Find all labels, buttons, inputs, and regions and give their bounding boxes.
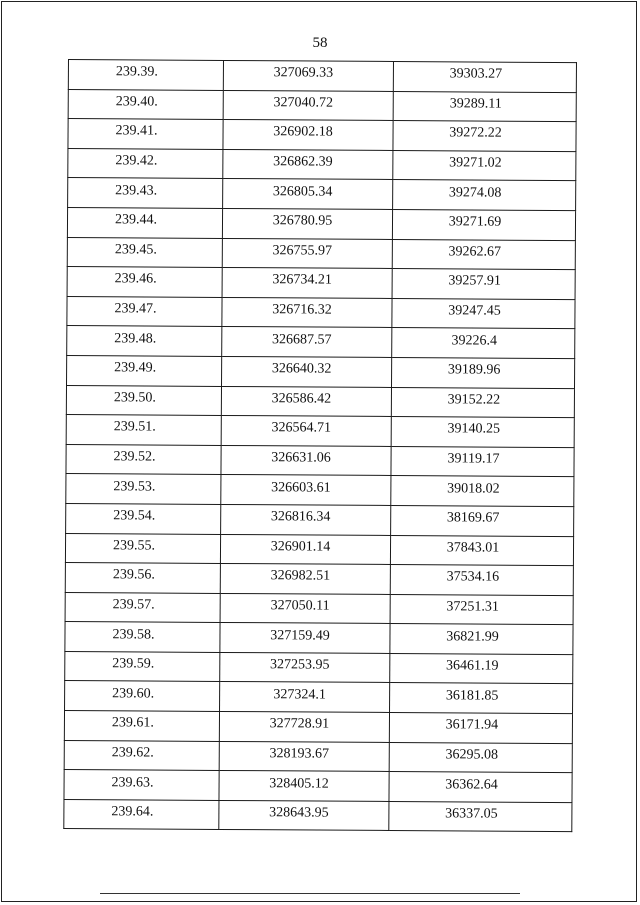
x-coordinate-cell: 326631.06: [221, 445, 391, 476]
point-number-cell: 239.46.: [67, 267, 222, 298]
y-coordinate-cell: 38169.67: [391, 505, 574, 536]
table-row: [68, 178, 576, 211]
x-coordinate-cell: 328643.95: [219, 800, 389, 831]
point-number-cell: 239.47.: [67, 296, 222, 327]
x-coordinate-cell: 327324.1: [220, 682, 390, 713]
y-coordinate-cell: 36295.08: [389, 742, 572, 773]
y-coordinate-cell: 37251.31: [390, 594, 573, 625]
point-number-cell: 239.61.: [64, 711, 219, 742]
page-number: 58: [312, 35, 328, 51]
point-number-cell: 239.52.: [66, 444, 221, 475]
table-row: [67, 296, 575, 329]
coordinates-table: [63, 59, 577, 833]
x-coordinate-cell: 326564.71: [221, 416, 391, 447]
x-coordinate-cell: 326816.34: [221, 504, 391, 535]
table-row: [64, 740, 572, 773]
point-number-cell: 239.63.: [64, 770, 219, 801]
point-number-cell: 239.62.: [64, 740, 219, 771]
table-body: [64, 60, 577, 833]
x-coordinate-cell: 327040.72: [223, 90, 393, 121]
x-coordinate-cell: 326734.21: [222, 268, 392, 299]
y-coordinate-cell: 37843.01: [390, 535, 573, 566]
x-coordinate-cell: 326687.57: [222, 327, 392, 358]
y-coordinate-cell: 36181.85: [390, 683, 573, 714]
point-number-cell: 239.53.: [66, 474, 221, 505]
table-row: [66, 385, 574, 418]
table-row: [66, 474, 574, 507]
y-coordinate-cell: 36337.05: [389, 801, 572, 832]
table-row: [66, 503, 574, 536]
point-number-cell: 239.41.: [68, 119, 223, 150]
point-number-cell: 239.48.: [67, 326, 222, 357]
y-coordinate-cell: 39119.17: [391, 446, 574, 477]
x-coordinate-cell: 326902.18: [223, 120, 393, 151]
x-coordinate-cell: 326780.95: [222, 208, 392, 239]
y-coordinate-cell: 36171.94: [389, 713, 572, 744]
table-row: [67, 355, 575, 388]
table-row: [68, 60, 576, 93]
x-coordinate-cell: 326901.14: [220, 534, 390, 565]
y-coordinate-cell: 36461.19: [390, 653, 573, 684]
point-number-cell: 239.43.: [68, 178, 223, 209]
point-number-cell: 239.39.: [68, 60, 223, 91]
x-coordinate-cell: 326862.39: [223, 149, 393, 180]
y-coordinate-cell: 39247.45: [392, 298, 575, 329]
point-number-cell: 239.60.: [65, 681, 220, 712]
point-number-cell: 239.55.: [65, 533, 220, 564]
table-row: [64, 770, 572, 803]
y-coordinate-cell: 36362.64: [389, 772, 572, 803]
y-coordinate-cell: 37534.16: [390, 565, 573, 596]
table-row: [67, 326, 575, 359]
point-number-cell: 239.56.: [65, 563, 220, 594]
y-coordinate-cell: 39271.02: [393, 150, 576, 181]
table-row: [65, 563, 573, 596]
y-coordinate-cell: 39272.22: [393, 121, 576, 152]
table-row: [68, 89, 576, 122]
point-number-cell: 239.58.: [65, 622, 220, 653]
bottom-rule: [100, 893, 520, 894]
table-row: [65, 533, 573, 566]
table-row: [66, 444, 574, 477]
point-number-cell: 239.44.: [67, 207, 222, 238]
x-coordinate-cell: 327159.49: [220, 623, 390, 654]
table-row: [67, 237, 575, 270]
y-coordinate-cell: 39271.69: [392, 209, 575, 240]
table-row: [65, 592, 573, 625]
y-coordinate-cell: 39257.91: [392, 269, 575, 300]
coordinates-table-wrapper: [63, 59, 576, 833]
x-coordinate-cell: 328193.67: [219, 741, 389, 772]
x-coordinate-cell: 328405.12: [219, 771, 389, 802]
y-coordinate-cell: 39303.27: [393, 61, 576, 92]
point-number-cell: 239.54.: [66, 503, 221, 534]
x-coordinate-cell: 327253.95: [220, 652, 390, 683]
table-row: [67, 267, 575, 300]
y-coordinate-cell: 39140.25: [391, 417, 574, 448]
table-row: [64, 711, 572, 744]
x-coordinate-cell: 326805.34: [223, 179, 393, 210]
table-row: [68, 148, 576, 181]
table-row: [66, 415, 574, 448]
x-coordinate-cell: 326982.51: [220, 564, 390, 595]
x-coordinate-cell: 327728.91: [219, 712, 389, 743]
table-row: [64, 799, 572, 832]
point-number-cell: 239.50.: [66, 385, 221, 416]
point-number-cell: 239.49.: [67, 355, 222, 386]
point-number-cell: 239.64.: [64, 799, 219, 830]
x-coordinate-cell: 326755.97: [222, 238, 392, 269]
point-number-cell: 239.45.: [67, 237, 222, 268]
y-coordinate-cell: 39262.67: [392, 239, 575, 270]
point-number-cell: 239.59.: [65, 651, 220, 682]
point-number-cell: 239.40.: [68, 89, 223, 120]
point-number-cell: 239.57.: [65, 592, 220, 623]
point-number-cell: 239.51.: [66, 415, 221, 446]
x-coordinate-cell: 326716.32: [222, 297, 392, 328]
y-coordinate-cell: 39274.08: [393, 180, 576, 211]
table-row: [65, 622, 573, 655]
y-coordinate-cell: 36821.99: [390, 624, 573, 655]
x-coordinate-cell: 327069.33: [223, 60, 393, 91]
y-coordinate-cell: 39018.02: [391, 476, 574, 507]
x-coordinate-cell: 326586.42: [221, 386, 391, 417]
y-coordinate-cell: 39226.4: [392, 328, 575, 359]
y-coordinate-cell: 39189.96: [392, 357, 575, 388]
table-row: [68, 119, 576, 152]
x-coordinate-cell: 327050.11: [220, 593, 390, 624]
table-row: [65, 651, 573, 684]
point-number-cell: 239.42.: [68, 148, 223, 179]
y-coordinate-cell: 39152.22: [391, 387, 574, 418]
y-coordinate-cell: 39289.11: [393, 91, 576, 122]
table-row: [65, 681, 573, 714]
x-coordinate-cell: 326640.32: [222, 356, 392, 387]
table-row: [67, 207, 575, 240]
x-coordinate-cell: 326603.61: [221, 475, 391, 506]
